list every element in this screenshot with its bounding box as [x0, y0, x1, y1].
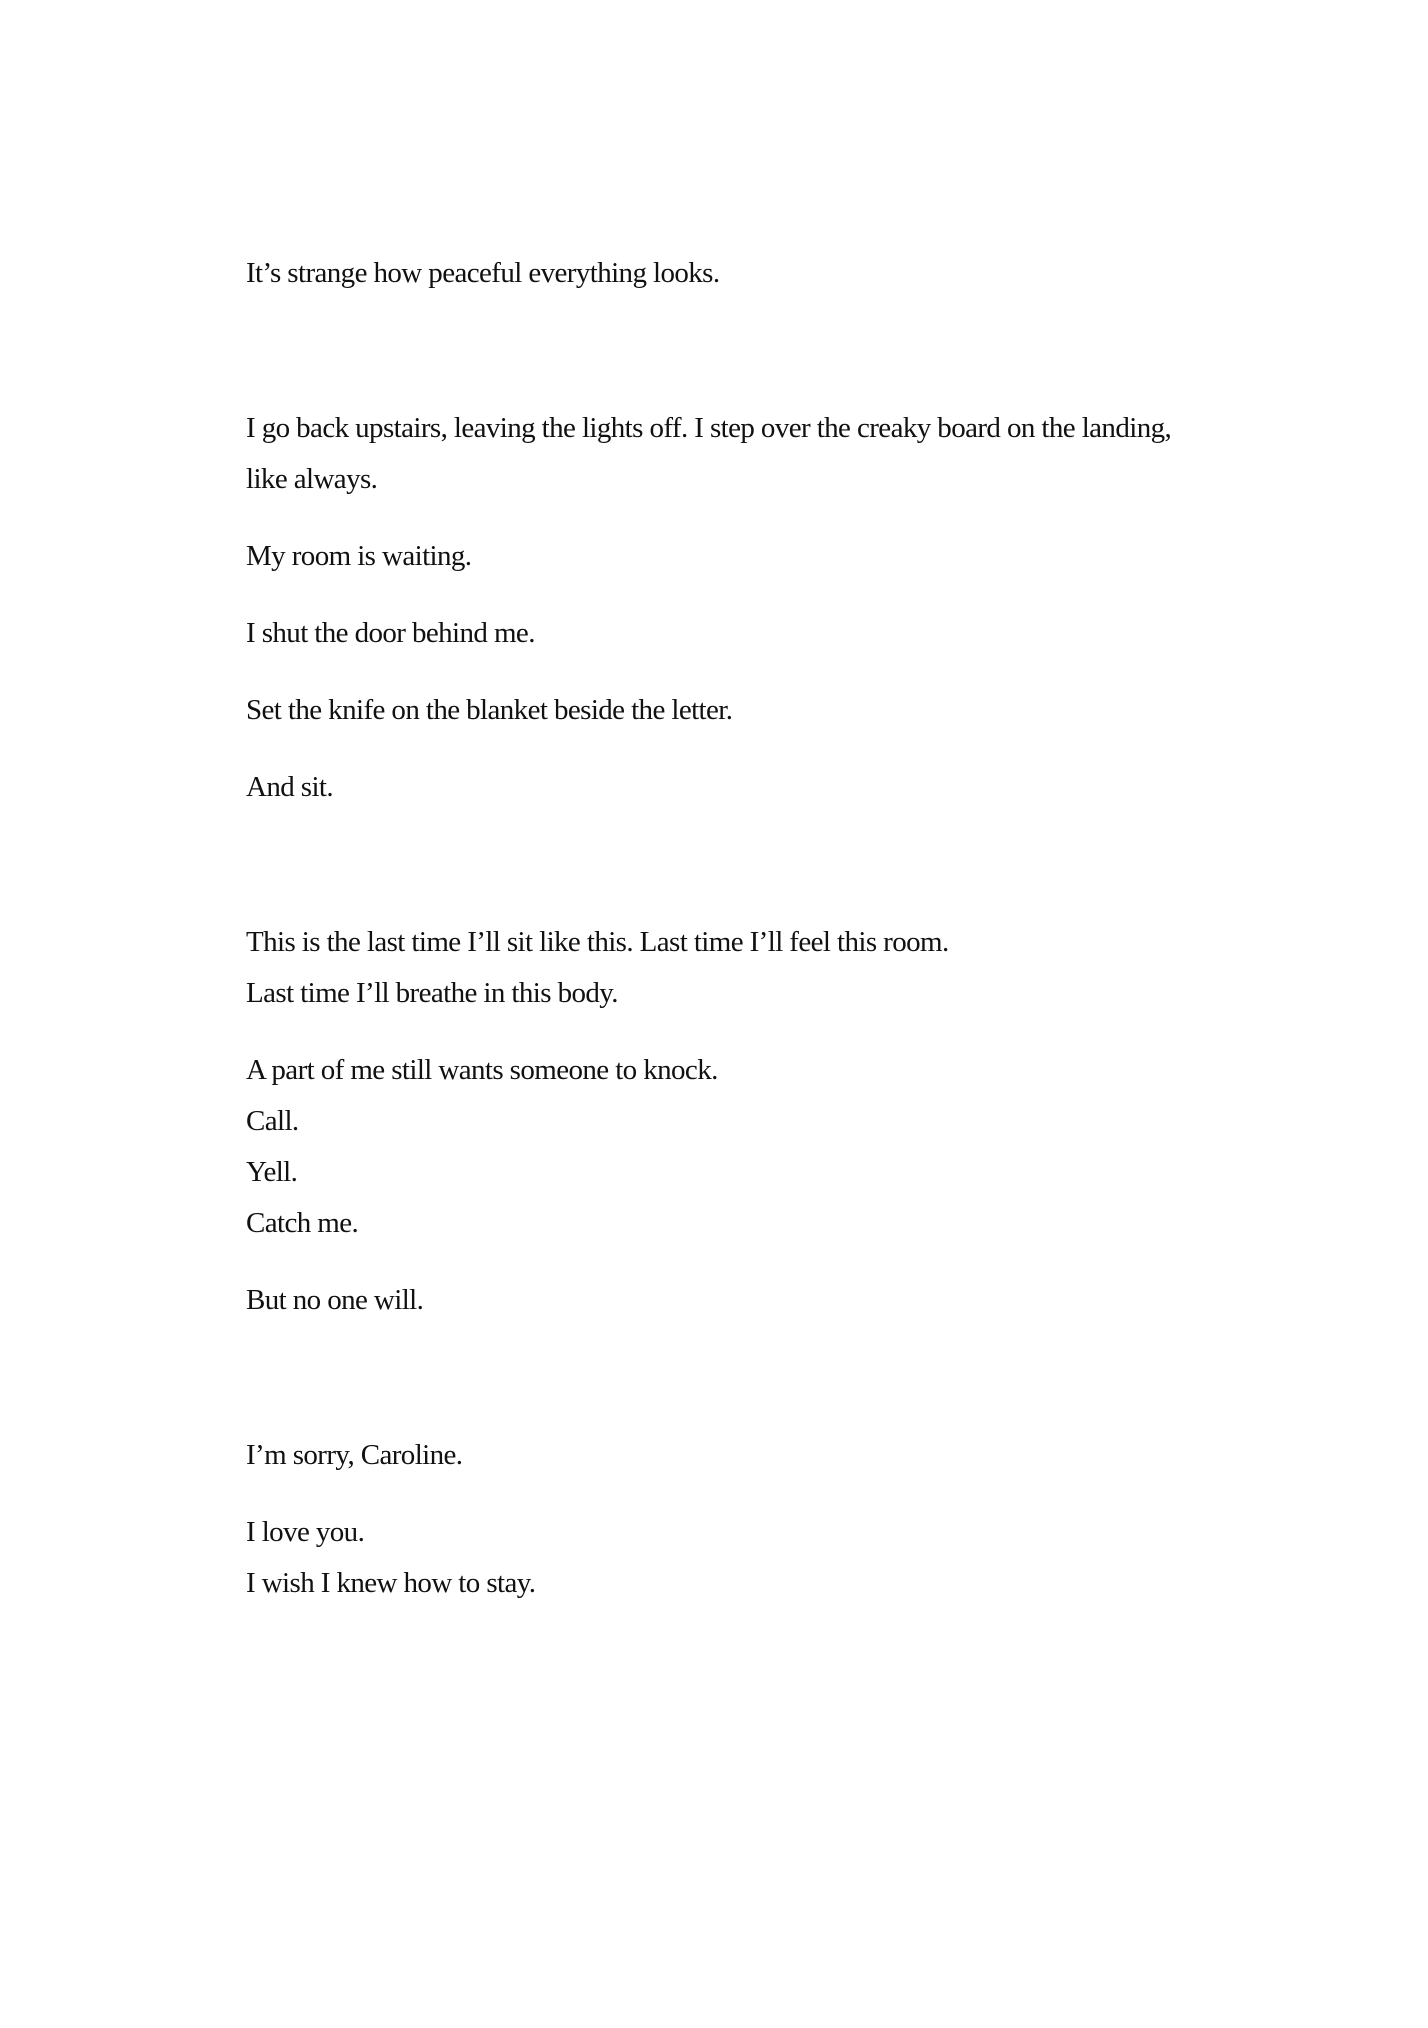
paragraph-1: It’s strange how peaceful everything looks.	[246, 257, 720, 289]
paragraph-10: I’m sorry, Caroline.	[246, 1439, 463, 1471]
paragraph-5: Set the knife on the blanket beside the letter.	[246, 694, 733, 726]
paragraph-spacer	[246, 1019, 1246, 1045]
paragraph-spacer	[246, 1249, 1246, 1275]
paragraph-3: My room is waiting.	[246, 540, 472, 572]
paragraph-11: I love you. I wish I knew how to stay.	[246, 1516, 536, 1599]
paragraph-spacer	[246, 736, 1246, 762]
paragraph-6: And sit.	[246, 771, 334, 803]
section-break	[246, 813, 1246, 917]
paragraph-spacer	[246, 505, 1246, 531]
paragraph-2: I go back upstairs, leaving the lights off. I step over the creaky board on the landing, like always.	[246, 412, 1172, 495]
paragraph-4: I shut the door behind me.	[246, 617, 535, 649]
section-break	[246, 1326, 1246, 1430]
section-break	[246, 299, 1246, 403]
document-body	[246, 248, 1246, 1609]
paragraph-spacer	[246, 659, 1246, 685]
paragraph-9: But no one will.	[246, 1284, 424, 1316]
paragraph-spacer	[246, 1481, 1246, 1507]
paragraph-8: A part of me still wants someone to knock. Call. Yell. Catch me.	[246, 1054, 718, 1239]
paragraph-7: This is the last time I’ll sit like this. Last time I’ll feel this room. Last time I’ll breathe in this body.	[246, 926, 949, 1009]
paragraph-spacer	[246, 582, 1246, 608]
